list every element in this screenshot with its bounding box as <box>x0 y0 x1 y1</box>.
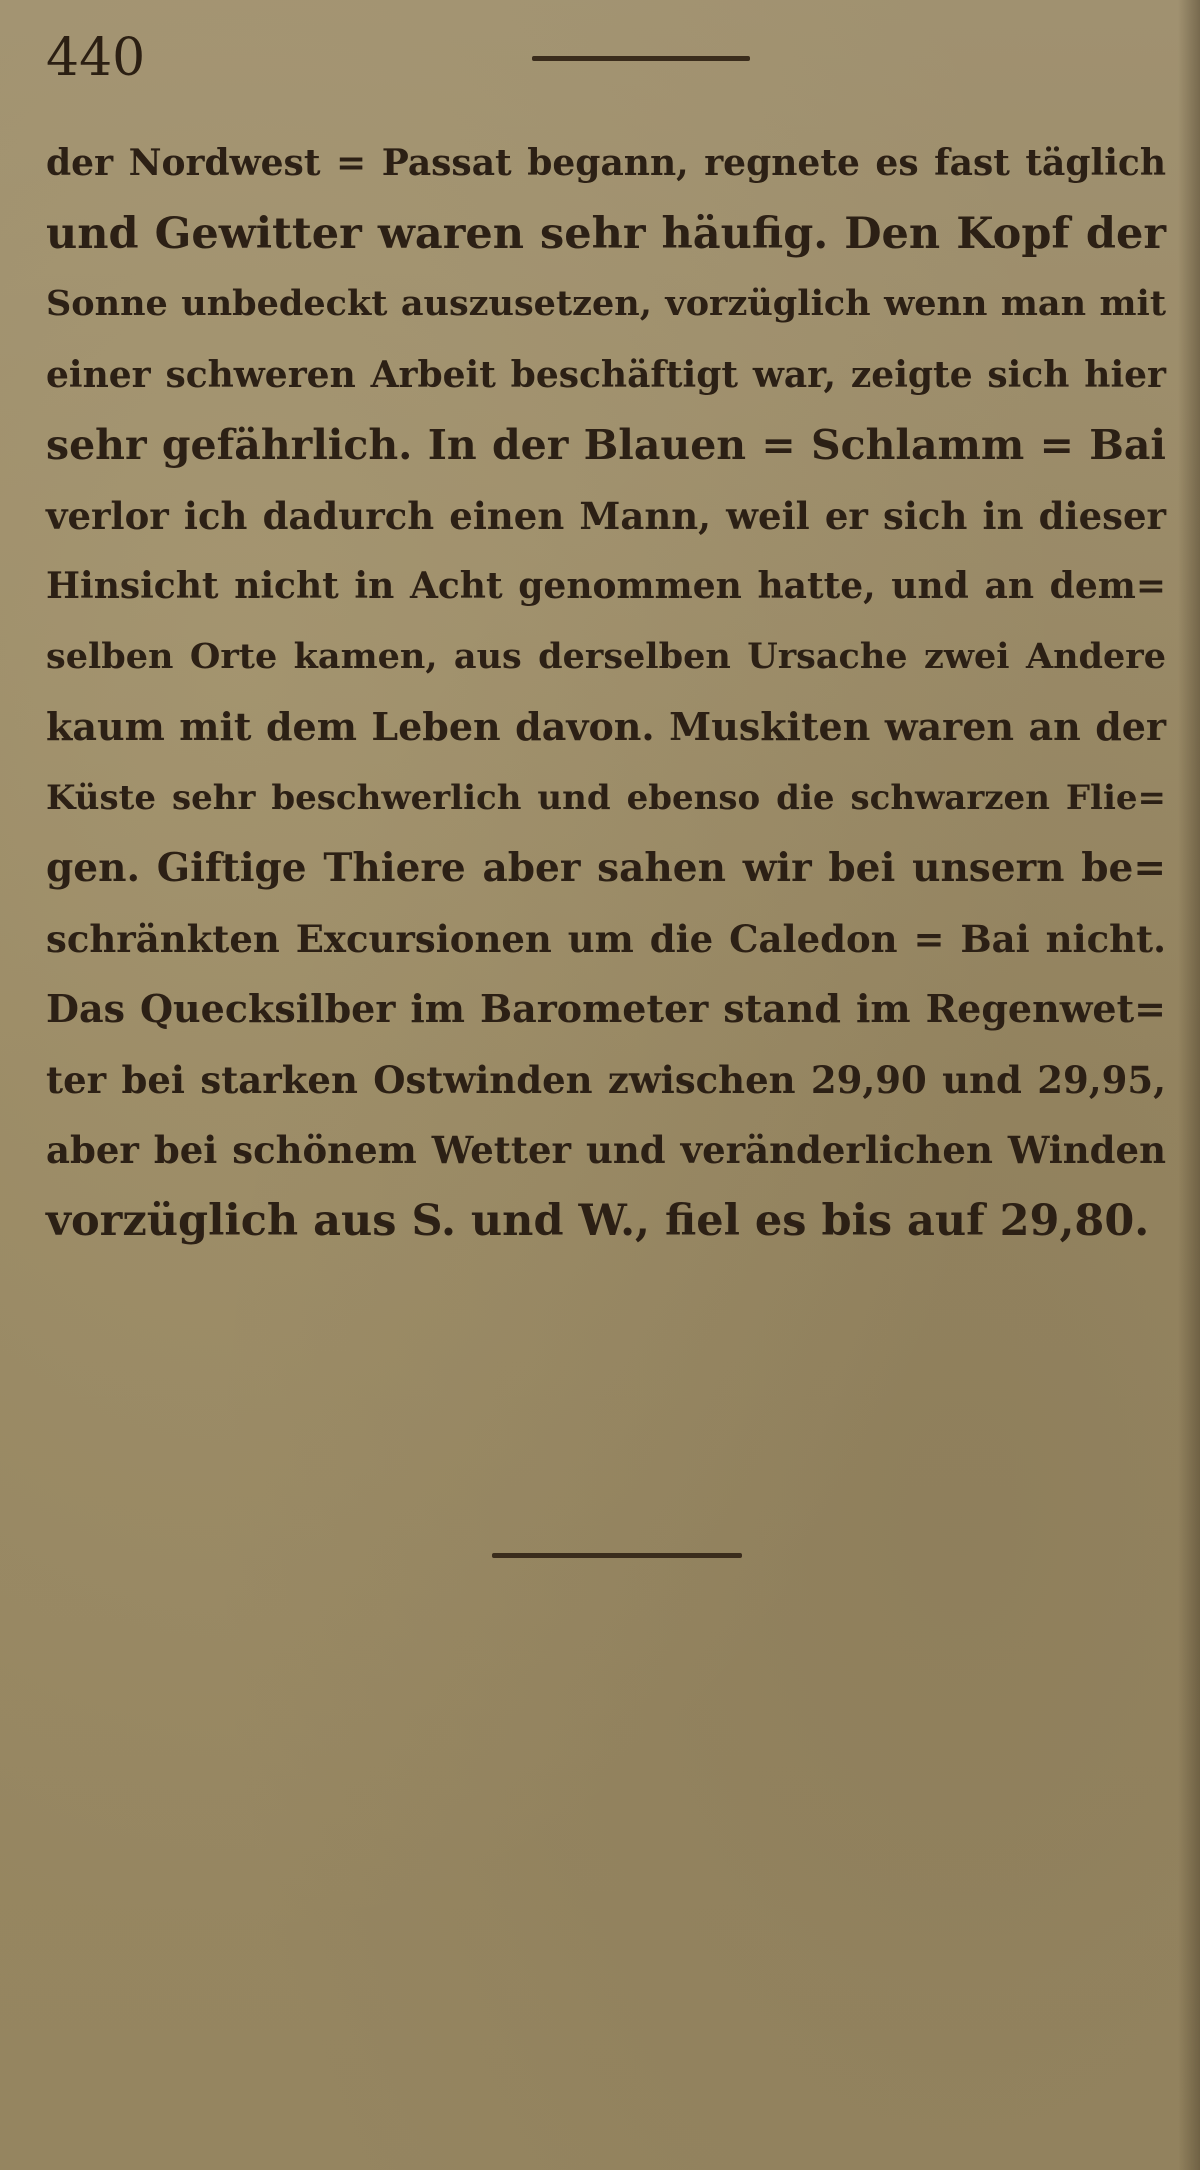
text-line: Küste sehr beschwerlich und ebenso die schwarzen Flie= <box>46 777 1166 818</box>
text-line: kaum mit dem Leben davon. Muskiten waren an der <box>46 704 1166 749</box>
text-line: Das Quecksilber im Barometer stand im Regenwet= <box>46 986 1166 1031</box>
text-line: Hinsicht nicht in Acht genommen hatte, und an dem= <box>46 565 1166 607</box>
text-line: der Nordwest = Passat begann, regnete es fast täglich <box>46 142 1166 184</box>
text-line: Sonne unbedeckt auszusetzen, vorzüglich wenn man mit <box>46 283 1166 324</box>
text-line: sehr gefährlich. In der Blauen = Schlamm = Bai <box>46 421 1166 469</box>
body-text <box>46 128 1166 1256</box>
header-rule <box>532 56 750 61</box>
footer-rule <box>492 1553 742 1558</box>
text-line: aber bei schönem Wetter und veränderlichen Winden <box>46 1128 1166 1172</box>
text-line: und Gewitter waren sehr häufig. Den Kopf der <box>46 208 1166 259</box>
text-line: ter bei starken Ostwinden zwischen 29,90 und 29,95, <box>46 1057 1166 1102</box>
text-line-last: vorzüglich aus S. und W., fiel es bis auf 29,80. <box>46 1195 1150 1246</box>
text-line: selben Orte kamen, aus derselben Ursache zwei Andere <box>46 635 1166 677</box>
page-edge-shadow <box>1178 0 1200 2170</box>
text-line: gen. Giftige Thiere aber sahen wir bei unsern be= <box>46 845 1166 891</box>
text-line: verlor ich dadurch einen Mann, weil er sich in dieser <box>46 493 1166 538</box>
page-number: 440 <box>46 28 146 88</box>
text-line: schränkten Excursionen um die Caledon = Bai nicht. <box>46 916 1166 961</box>
text-line: einer schweren Arbeit beschäftigt war, zeigte sich hier <box>46 353 1166 396</box>
